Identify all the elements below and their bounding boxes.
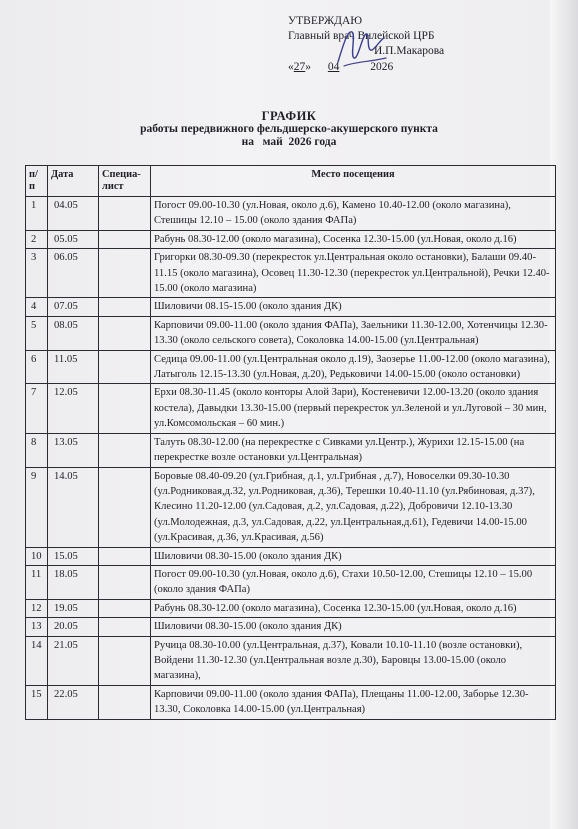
- cell-date: 04.05: [48, 197, 99, 231]
- cell-specialist: [99, 316, 151, 350]
- table-row: [26, 350, 556, 384]
- cell-num: 13: [26, 618, 48, 636]
- cell-date: 05.05: [48, 230, 99, 248]
- cell-place: Погост 09.00-10.30 (ул.Новая, около д.6), Камено 10.40-12.00 (около магазина), Стешицы 12.10 – 15.00 (около здания ФАПа): [151, 197, 556, 231]
- cell-num: 3: [26, 249, 48, 298]
- cell-num: 12: [26, 599, 48, 617]
- cell-date: 12.05: [48, 384, 99, 433]
- table-row: [26, 636, 556, 685]
- cell-date: 18.05: [48, 565, 99, 599]
- cell-specialist: [99, 384, 151, 433]
- cell-date: 14.05: [48, 467, 99, 547]
- cell-specialist: [99, 433, 151, 467]
- cell-date: 08.05: [48, 316, 99, 350]
- quote-close: »: [305, 61, 311, 73]
- approval-day: 27: [293, 61, 306, 73]
- header-place: Место посещения: [151, 166, 556, 197]
- table-row: [26, 565, 556, 599]
- approval-year: 2026: [370, 61, 394, 73]
- cell-num: 5: [26, 316, 48, 350]
- approval-title: УТВЕРЖДАЮ: [288, 15, 363, 27]
- cell-num: 7: [26, 384, 48, 433]
- cell-specialist: [99, 547, 151, 565]
- table-row: [26, 384, 556, 433]
- cell-num: 10: [26, 547, 48, 565]
- cell-num: 1: [26, 197, 48, 231]
- cell-place: Седица 09.00-11.00 (ул.Центральная около д.19), Заозерье 11.00-12.00 (около магазина), Латыголь 12.15-13.30 (ул.Новая, д.20), Редьковичи 14.00-15.00 (около остановки): [151, 350, 556, 384]
- table-row: [26, 316, 556, 350]
- cell-num: 2: [26, 230, 48, 248]
- cell-num: 4: [26, 298, 48, 316]
- table-row: [26, 547, 556, 565]
- table-row: [26, 599, 556, 617]
- approval-name: И.П.Макарова: [374, 45, 445, 57]
- handwritten-signature: [330, 22, 390, 72]
- cell-place: Карповичи 09.00-11.00 (около здания ФАПа), Заельники 11.30-12.00, Хотенчицы 12.30-13.30 (около сельского совета), Соколовка 14.00-15.00 (ул.Центральная): [151, 316, 556, 350]
- cell-num: 8: [26, 433, 48, 467]
- cell-specialist: [99, 618, 151, 636]
- table-body: [26, 197, 556, 720]
- document-period: на май 2026 года: [241, 136, 337, 148]
- cell-specialist: [99, 197, 151, 231]
- table-header-row: [26, 166, 556, 197]
- cell-specialist: [99, 599, 151, 617]
- table-row: [26, 433, 556, 467]
- header-specialist: Специа- лист: [99, 166, 151, 197]
- table-row: [26, 618, 556, 636]
- cell-date: 06.05: [48, 249, 99, 298]
- table-row: [26, 249, 556, 298]
- cell-place: Ручица 08.30-10.00 (ул.Центральная, д.37), Ковали 10.10-11.10 (возле остановки), Войдени 11.30-12.30 (ул.Центральная возле д.30), Баровцы 13.00-15.00 (около магазина),: [151, 636, 556, 685]
- document-heading: [0, 110, 578, 149]
- cell-date: 15.05: [48, 547, 99, 565]
- cell-num: 14: [26, 636, 48, 685]
- cell-date: 19.05: [48, 599, 99, 617]
- table-row: [26, 685, 556, 719]
- cell-num: 6: [26, 350, 48, 384]
- schedule-table: [25, 165, 556, 720]
- cell-date: 22.05: [48, 685, 99, 719]
- table-row: [26, 197, 556, 231]
- document-subtitle: работы передвижного фельдшерско-акушерского пункта: [140, 123, 438, 135]
- cell-place: Рабунь 08.30-12.00 (около магазина), Сосенка 12.30-15.00 (ул.Новая, около д.16): [151, 599, 556, 617]
- cell-place: Талуть 08.30-12.00 (на перекрестке с Сивками ул.Центр.), Журихи 12.15-15.00 (на перекрестке возле остановки ул.Центральная): [151, 433, 556, 467]
- header-date: Дата: [48, 166, 99, 197]
- cell-place: Погост 09.00-10.30 (ул.Новая, около д.6), Стахи 10.50-12.00, Стешицы 12.10 – 15.00 (около здания ФАПа): [151, 565, 556, 599]
- cell-place: Григорки 08.30-09.30 (перекресток ул.Центральная около остановки), Балаши 09.40-11.15 (около магазина), Осовец 11.30-12.30 (перекресток ул.Центральной), Речки 12.40-15.00 (около магазина): [151, 249, 556, 298]
- cell-place: Карповичи 09.00-11.00 (около здания ФАПа), Плещаны 11.00-12.00, Заборье 12.30-13.30, Соколовка 14.00-15.00 (ул.Центральная): [151, 685, 556, 719]
- cell-specialist: [99, 685, 151, 719]
- cell-specialist: [99, 249, 151, 298]
- cell-specialist: [99, 636, 151, 685]
- cell-place: Шиловичи 08.30-15.00 (около здания ДК): [151, 618, 556, 636]
- table-row: [26, 298, 556, 316]
- table-row: [26, 230, 556, 248]
- cell-date: 13.05: [48, 433, 99, 467]
- cell-place: Ерхи 08.30-11.45 (около конторы Алой Зари), Костеневичи 12.00-13.20 (около здания костела), Давыдки 13.30-15.00 (первый перекресток ул.Зеленой и ул.Луговой – 30 мин, ул.Комсомольская – 60 мин.): [151, 384, 556, 433]
- cell-date: 07.05: [48, 298, 99, 316]
- cell-specialist: [99, 298, 151, 316]
- cell-specialist: [99, 350, 151, 384]
- cell-place: Шиловичи 08.30-15.00 (около здания ДК): [151, 547, 556, 565]
- cell-place: Рабунь 08.30-12.00 (около магазина), Сосенка 12.30-15.00 (ул.Новая, около д.16): [151, 230, 556, 248]
- cell-date: 20.05: [48, 618, 99, 636]
- table-row: [26, 467, 556, 547]
- cell-place: Боровые 08.40-09.20 (ул.Грибная, д.1, ул.Грибная , д.7), Новоселки 09.30-10.30 (ул.Родниковая,д.32, ул.Родниковая, д.36), Терешки 10.40-11.10 (ул.Рябиновая, д.37), Клесино 11.20-12.00 (ул.Садовая, д.2, ул.Садовая, д.22), Добровичи 12.10-13.30 (ул.Молодежная, д.3, ул.Садовая, д.22, ул.Центральная,д.61), Гедевичи 14.00-15.00 (ул.Красивая, д.36, ул.Красивая, д.56): [151, 467, 556, 547]
- quote-open: «: [288, 61, 294, 73]
- cell-date: 21.05: [48, 636, 99, 685]
- cell-date: 11.05: [48, 350, 99, 384]
- cell-num: 9: [26, 467, 48, 547]
- approval-position: Главный врач Вилейской ЦРБ: [288, 30, 435, 42]
- cell-num: 15: [26, 685, 48, 719]
- cell-specialist: [99, 565, 151, 599]
- cell-specialist: [99, 467, 151, 547]
- header-num: п/ п: [26, 166, 48, 197]
- approval-month: 04: [327, 61, 340, 73]
- cell-place: Шиловичи 08.15-15.00 (около здания ДК): [151, 298, 556, 316]
- cell-num: 11: [26, 565, 48, 599]
- cell-specialist: [99, 230, 151, 248]
- document-title: ГРАФИК: [261, 109, 317, 123]
